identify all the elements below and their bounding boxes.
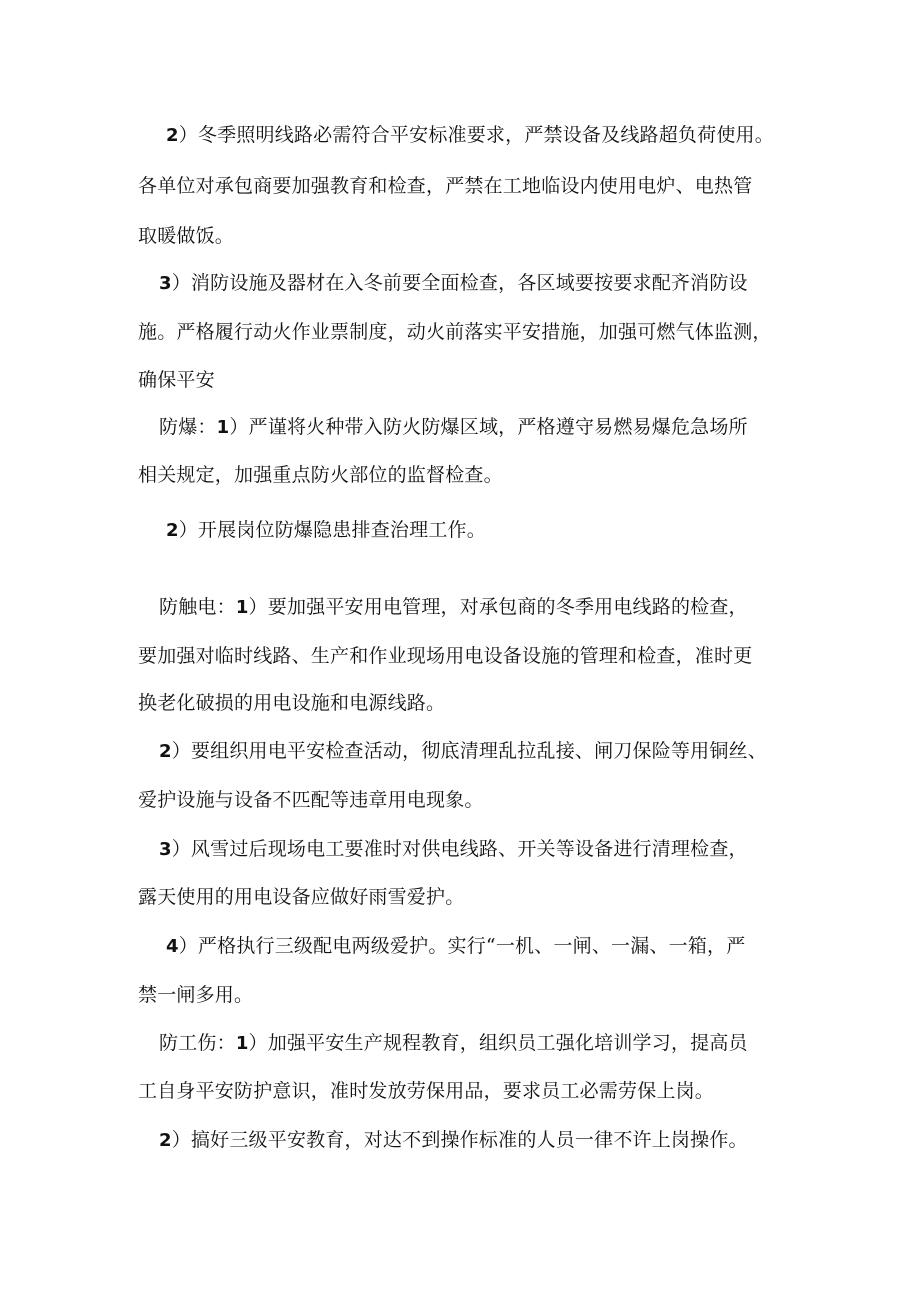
paragraph-line [159,1127,748,1154]
line-text: ）开展岗位防爆隐患排查治理工作。 [178,519,486,541]
section-label: 防触电： [159,596,236,618]
line-text: 取暖做饭。 [138,225,235,247]
paragraph-line [159,836,748,863]
paragraph-line [138,462,503,488]
line-text: ）消防设施及器材在入冬前要全面检查，各区域要按要求配齐消防设 [171,272,748,294]
paragraph-line [138,223,234,249]
line-text: 工自身平安防护意识，准时发放劳保用品，要求员工必需劳保上岗。 [138,1080,715,1102]
item-number: 2 [159,741,172,762]
paragraph-line [138,173,752,199]
line-text: 施。严格履行动火作业票制度，动火前落实平安措施，加强可燃气体监测， [138,321,772,343]
section-label: 防爆： [159,416,217,438]
paragraph-line [166,517,486,544]
paragraph-line [138,643,752,669]
line-text: ）严谨将火种带入防火防爆区域，严格遵守易燃易爆危急场所 [229,416,748,438]
line-text: 相关规定，加强重点防火部位的监督检查。 [138,464,503,486]
paragraph-line [166,122,774,149]
section-label: 防工伤： [159,1032,236,1054]
line-text: ）风雪过后现场电工要准时对供电线路、开关等设备进行清理检查， [171,838,748,860]
line-text: ）搞好三级平安教育，对达不到操作标准的人员一律不许上岗操作。 [171,1129,748,1151]
line-text: 要加强对临时线路、生产和作业现场用电设备设施的管理和检查，准时更 [138,645,753,667]
line-text: ）要加强平安用电管理，对承包商的冬季用电线路的检查， [248,596,748,618]
paragraph-line [138,319,772,345]
item-number: 3 [159,839,172,860]
line-text: ）冬季照明线路必需符合平安标准要求，严禁设备及线路超负荷使用。 [178,124,774,146]
paragraph-line [159,738,767,765]
paragraph-line [159,270,748,297]
item-number: 4 [166,936,179,957]
item-number: 1 [235,597,249,618]
paragraph-line [138,787,484,813]
line-text: 换老化破损的用电设施和电源线路。 [138,692,446,714]
paragraph-line [138,367,215,393]
item-number: 3 [159,273,172,294]
paragraph-line [138,690,445,716]
item-number: 1 [235,1033,249,1054]
paragraph-line [159,414,748,441]
line-text: 露天使用的用电设备应做好雨雪爱护。 [138,886,465,908]
line-text: 爱护设施与设备不匹配等违章用电现象。 [138,789,484,811]
paragraph-line [138,884,464,910]
item-number: 2 [166,520,179,541]
paragraph-line [138,982,253,1008]
item-number: 1 [216,417,230,438]
line-text: ）加强平安生产规程教育，组织员工强化培训学习，提高员 [248,1032,748,1054]
line-text: 各单位对承包商要加强教育和检查，严禁在工地临设内使用电炉、电热管 [138,175,753,197]
paragraph-line [138,1078,714,1104]
line-text: ）要组织用电平安检查活动，彻底清理乱拉乱接、闸刀保险等用铜丝、 [171,740,767,762]
paragraph-line [166,933,745,960]
paragraph-line [159,1030,748,1057]
line-text: 禁一闸多用。 [138,984,254,1006]
item-number: 2 [166,125,179,146]
paragraph-line [159,594,748,621]
item-number: 2 [159,1130,172,1151]
line-text: ）严格执行三级配电两级爱护。实行“一机、一闸、一漏、一箱，严 [178,935,746,957]
line-text: 确保平安 [138,369,215,391]
